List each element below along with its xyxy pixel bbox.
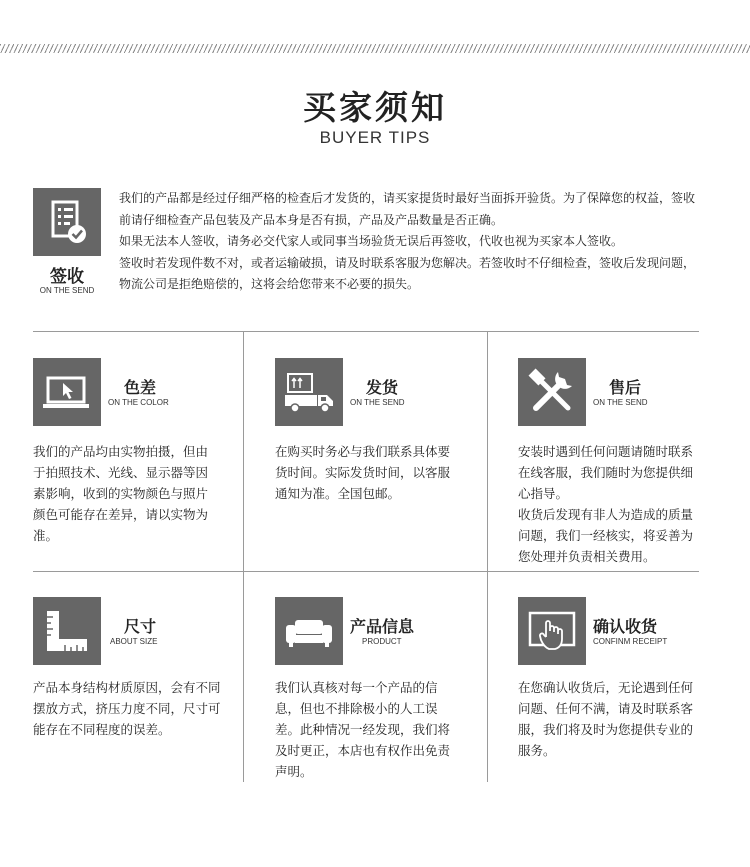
- cell-subtitle-shipping: ON THE SEND: [350, 398, 405, 407]
- cell-text-color: [33, 441, 218, 546]
- cell-title-shipping: 发货: [366, 378, 399, 397]
- sign-subtitle: ON THE SEND: [39, 286, 95, 295]
- cell-subtitle-color: ON THE COLOR: [108, 398, 169, 407]
- sign-title: 签收: [50, 267, 84, 287]
- sofa-icon: [275, 597, 343, 665]
- cell-text-size: [33, 677, 223, 740]
- touch-screen-icon: [518, 597, 586, 665]
- document-check-icon: [33, 188, 101, 256]
- sign-paragraph: 签收时若发现件数不对，或者运输破损，请及时联系客服为您解决。若签收时不仔细检查，签收后发现问题，物流公司是拒绝赔偿的，这将会给您带来不必要的损失。: [119, 255, 696, 291]
- sign-description: [119, 188, 704, 296]
- cell-text-after-sales: [518, 441, 703, 567]
- cell-paragraph: 收货后发现有非人为造成的质量问题，我们一经核实，将妥善为您处理并负责相关费用。: [518, 507, 694, 564]
- cell-subtitle-size: ABOUT SIZE: [110, 637, 158, 646]
- monitor-cursor-icon: [33, 358, 101, 426]
- cell-text-confirm-receipt: [518, 677, 703, 761]
- cell-subtitle-confirm-receipt: CONFINM RECEIPT: [593, 637, 668, 646]
- sign-paragraph: 我们的产品都是经过仔细严格的检查后才发货的，请买家提货时最好当面拆开验货。为了保障您的权益，签收前请仔细检查产品包装及产品本身是否有损，产品及产品数量是否正确。: [119, 191, 696, 227]
- sign-paragraph: 如果无法本人签收，请务必交代家人或同事当场验货无误后再签收，代收也视为买家本人签收。: [119, 234, 624, 248]
- cell-text-product-info: [275, 677, 460, 782]
- cell-paragraph: 我们的产品均由实物拍摄，但由于拍照技术、光线、显示器等因素影响，收到的实物颜色与照片颜色可能存在差异，请以实物为准。: [33, 444, 209, 543]
- cell-paragraph: 我们认真核对每一个产品的信息，但也不排除极小的人工误差。此种情况一经发现，我们将及时更正，本店也有权作出免责声明。: [275, 680, 451, 779]
- cell-title-after-sales: 售后: [609, 378, 642, 397]
- page-title: 买家须知: [303, 88, 447, 127]
- cell-subtitle-product-info: PRODUCT: [362, 637, 402, 646]
- cell-subtitle-after-sales: ON THE SEND: [593, 398, 648, 407]
- tools-icon: [518, 358, 586, 426]
- delivery-truck-icon: [275, 358, 343, 426]
- cell-paragraph: 在您确认收货后，无论遇到任何问题、任何不满，请及时联系客服，我们将及时为您提供专业的服务。: [518, 680, 694, 758]
- decorative-hatch-bar: [0, 44, 750, 53]
- cell-title-confirm-receipt: 确认收货: [593, 617, 658, 636]
- cell-paragraph: 安装时遇到任何问题请随时联系在线客服，我们随时为您提供细心指导。: [518, 444, 694, 501]
- grid-divider-middle: [33, 571, 699, 572]
- cell-title-size: 尺寸: [124, 617, 157, 636]
- grid-divider-right: [487, 331, 488, 782]
- cell-title-product-info: 产品信息: [350, 617, 415, 636]
- cell-paragraph: 在购买时务必与我们联系具体要货时间。实际发货时间，以客服通知为准。全国包邮。: [275, 444, 451, 501]
- cell-text-shipping: [275, 441, 460, 504]
- page-subtitle: BUYER TIPS: [319, 128, 431, 147]
- grid-divider-left: [243, 331, 244, 782]
- cell-title-color: 色差: [124, 378, 157, 397]
- cell-paragraph: 产品本身结构材质原因，会有不同摆放方式，挤压力度不同，尺寸可能存在不同程度的误差。: [33, 680, 221, 737]
- grid-divider-top: [33, 331, 699, 332]
- ruler-icon: [33, 597, 101, 665]
